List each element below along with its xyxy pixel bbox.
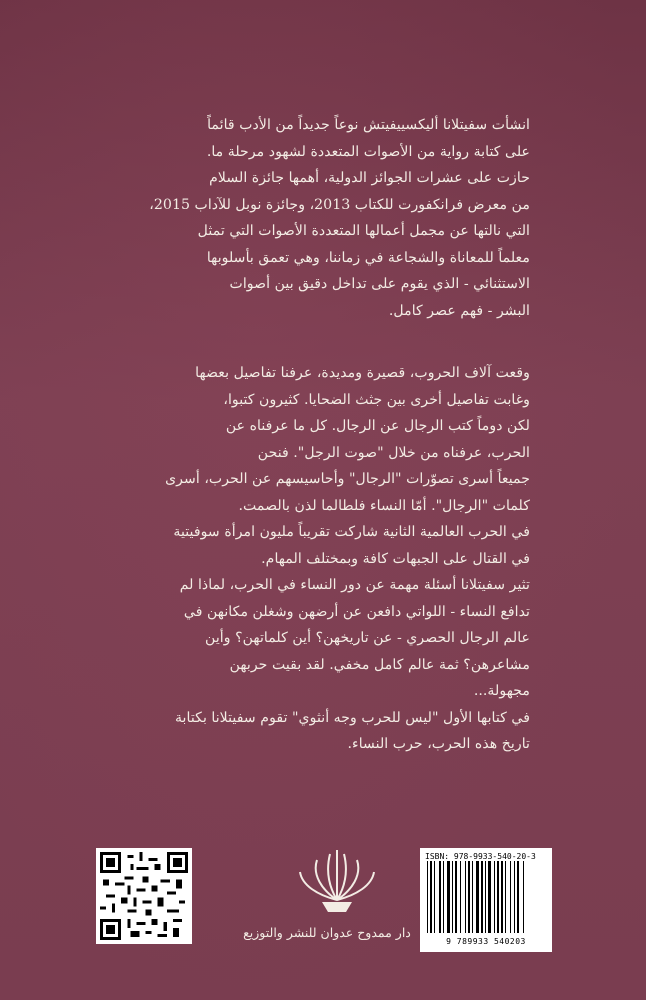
- text-line: كلمات "الرجال". أمّا النساء فلطالما لذن بالصمت.: [238, 497, 530, 514]
- author-bio-paragraph: [100, 112, 530, 324]
- isbn-label: ISBN: 978-9933-540-20-3: [425, 852, 536, 861]
- text-line: لكن دوماً كتب الرجال عن الرجال. كل ما عرفناه عن: [225, 418, 530, 434]
- text-line: في القتال على الجبهات كافة وبمختلف المهام.: [261, 550, 530, 567]
- text-line: عالم الرجال الحصري - عن تاريخهن؟ أين كلماتهن؟ وأين: [205, 630, 530, 646]
- text-line: البشر - فهم عصر كامل.: [388, 302, 530, 319]
- qr-code: [96, 848, 192, 944]
- text-line: الحرب، عرفناه من خلال "صوت الرجل". فنحن: [257, 444, 530, 461]
- publisher-name: دار ممدوح عدوان للنشر والتوزيع: [243, 925, 411, 940]
- text-line: انشأت سفيتلانا أليكسييفيتش نوعاً جديداً من الأدب قائماً: [207, 117, 530, 133]
- text-line: تدافع النساء - اللواتي دافعن عن أرضهن وشغلن مكانهن في: [183, 603, 530, 620]
- text-line: معلماً للمعاناة والشجاعة في زماننا، وهي تعمق بأسلوبها: [206, 249, 530, 266]
- text-line: على كتابة رواية من الأصوات المتعددة لشهود مرحلة ما.: [206, 143, 530, 160]
- text-line: تثير سفيتلانا أسئلة مهمة عن دور النساء في الحرب، لماذا لم: [179, 577, 530, 593]
- text-line: وغابت تفاصيل أخرى بين جثث الضحايا. كثيرون كتبوا،: [223, 391, 530, 408]
- book-description-paragraph: [100, 360, 530, 758]
- text-line: مشاعرهن؟ ثمة عالم كامل مخفي. لقد بقيت حربهن: [229, 656, 530, 673]
- barcode-digits: 9 789933 540203: [446, 937, 526, 946]
- text-line: حازت على عشرات الجوائز الدولية، أهمها جائزة السلام: [209, 170, 530, 186]
- text-line: مجهولة...: [473, 683, 530, 699]
- text-line: في الحرب العالمية الثانية شاركت تقريباً مليون امرأة سوفيتية: [173, 524, 530, 540]
- text-line: جميعاً أسرى تصوّرات "الرجال" وأحاسيسهم عن الحرب، أسرى: [165, 471, 530, 487]
- text-line: الاستثنائي - الذي يقوم على تداخل دقيق بين أصوات: [229, 276, 530, 292]
- text-line: في كتابها الأول "ليس للحرب وجه أنثوي" تقوم سفيتلانا بكتابة: [174, 709, 530, 726]
- text-line: تاريخ هذه الحرب، حرب النساء.: [347, 736, 530, 752]
- isbn-barcode: [420, 848, 552, 952]
- barcode-bars: [425, 861, 547, 933]
- text-line: التي نالتها عن مجمل أعمالها المتعددة الأصوات التي تمثل: [197, 223, 530, 239]
- text-line: وقعت آلاف الحروب، قصيرة ومديدة، عرفنا تفاصيل بعضها: [195, 365, 530, 381]
- text-line: من معرض فرانكفورت للكتاب 2013، وجائزة نوبل للآداب 2015،: [149, 196, 530, 213]
